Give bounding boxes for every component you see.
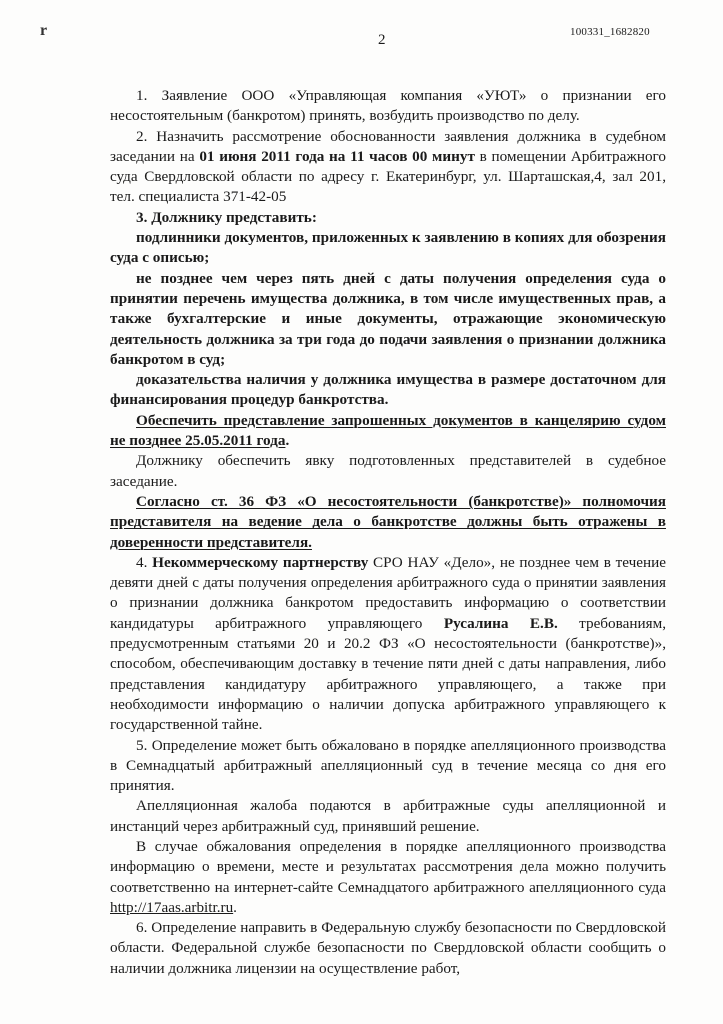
paragraph-2-text: 2. Назначить рассмотрение обоснованности заявления должника в судебном заседании на — [110, 127, 666, 165]
deadline-period: . — [285, 432, 290, 450]
document-id: 100331_1682820 — [570, 26, 650, 38]
page-number: 2 — [378, 32, 386, 48]
court-website-link[interactable]: http://17aas.arbitr.ru — [110, 898, 234, 916]
document-body — [110, 86, 666, 979]
paragraph-4-text-end: требованиям, предусмотренным статьями 20 и 20.2 ФЗ «О несостоятельности (банкротстве)», способом, обеспечивающим доставку в течение пяти дней с даты направления, либо представления кандидатуру арбитражного управляющего, а также при необходимости информацию о наличии допуска арбитражного управляющего к государственной тайне. — [110, 614, 666, 734]
paragraph-5-info-text: В случае обжалования определения в порядке апелляционного производства информацию о времени, месте и результатах рассмотрения дела можно получить соответственно на интернет-сайте Семнадцатого арбитражного апелляционного суда — [110, 837, 666, 896]
paragraph-3-item-originals: подлинники документов, приложенных к заявлению в копиях для обозрения суда с описью; — [110, 229, 666, 267]
paragraph-4-number: 4. — [136, 553, 153, 571]
paragraph-2-text-end: в помещении Арбитражного суда Свердловской области по адресу г. Екатеринбург, ул. Шарташская,4, зал 201, тел. специалиста 371-42-05 — [110, 147, 666, 206]
partnership-name: Некоммерческому партнерству — [152, 553, 369, 571]
manager-name: Русалина Е.В. — [443, 614, 558, 632]
paragraph-4 — [110, 553, 666, 736]
paragraph-5: 5. Определение может быть обжаловано в порядке апелляционного производства в Семнадцатый арбитражный апелляционный суд в течение месяца со дня его принятия. — [110, 736, 666, 795]
paragraph-3-heading: 3. Должнику представить: — [136, 208, 317, 226]
paragraph-5-appeal: Апелляционная жалоба подаются в арбитражные суды апелляционной и инстанций через арбитражный суд, принявший решение. — [110, 797, 666, 835]
deadline-text: Обеспечить представление запрошенных документов в канцелярию судом не позднее 25.05.2011 года — [110, 411, 666, 450]
hearing-date: 01 июня 2011 года на 11 часов 00 минут — [199, 147, 475, 165]
paragraph-3-deadline — [110, 411, 666, 452]
paragraph-3-representatives: Должнику обеспечить явку подготовленных представителей в судебное заседание. — [110, 452, 666, 490]
scan-mark: r — [40, 22, 48, 39]
paragraph-1: 1. Заявление ООО «Управляющая компания «УЮТ» о признании его несостоятельным (банкротом) принять, возбудить производство по делу. — [110, 87, 666, 125]
paragraph-5-info-period: . — [233, 898, 237, 916]
paragraph-3-item-evidence: доказательства наличия у должника имущества в размере достаточном для финансирования процедур банкротства. — [110, 371, 666, 409]
paragraph-2 — [110, 127, 666, 208]
paragraph-4-text: СРО НАУ «Дело», не позднее чем в течение девяти дней с даты получения определения арбитражного суда о принятии заявления о признании должника банкротом предоставить информацию о соответствии кандидатуры арбитражного управляющего — [110, 553, 666, 632]
paragraph-5-info — [110, 837, 666, 918]
paragraph-3-item-property-list: не позднее чем через пять дней с даты получения определения суда о принятии перечень имущества должника, в том числе имущественных прав, а также бухгалтерские и иные документы, отражающие экономическую деятельность должника за три года до подачи заявления о признании должника банкротом в суд; — [110, 269, 666, 368]
paragraph-3-powers-note: Согласно ст. 36 ФЗ «О несостоятельности (банкротстве)» полномочия представителя на ведение дела о банкротстве должны быть отражены в доверенности представителя. — [110, 492, 666, 551]
paragraph-6: 6. Определение направить в Федеральную службу безопасности по Свердловской области. Федеральной службе безопасности по Свердловской области сообщить о наличии должника лицензии на осуществление работ, — [110, 919, 666, 977]
